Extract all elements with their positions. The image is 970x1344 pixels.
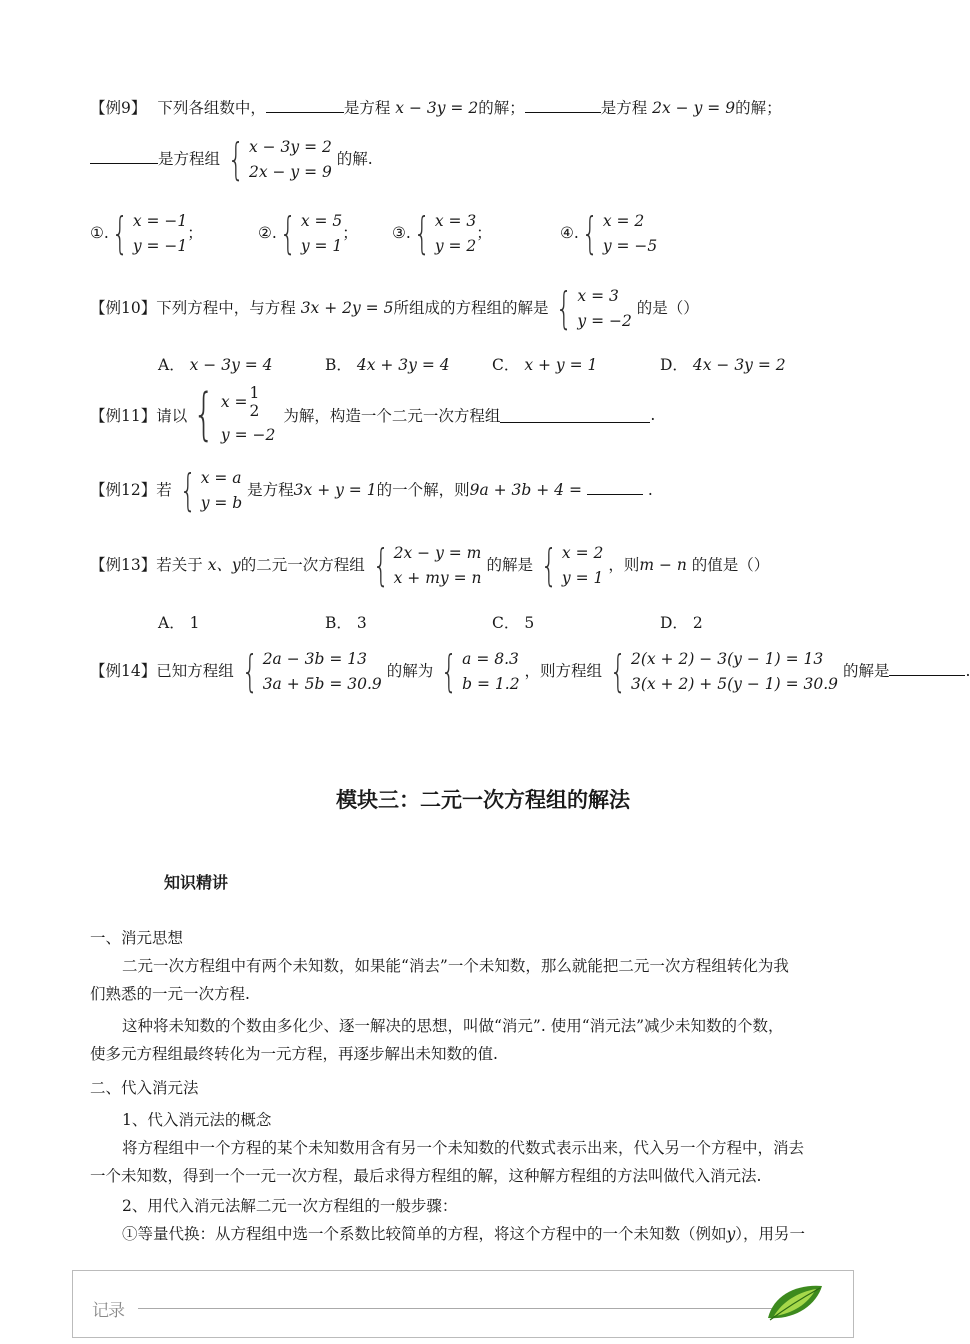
option-4: ④. { x = 2 y = −5 (560, 208, 658, 259)
example-label: 【例12】 (90, 481, 157, 499)
leaf-icon (764, 1280, 826, 1324)
option-2: ②. { x = 5 y = 1 ； (258, 208, 358, 259)
example-label: 【例13】 (90, 556, 157, 574)
choice-d: D． 4x − 3y = 2 (660, 356, 786, 374)
paragraph-2b: 使多元方程组最终转化为一元方程，再逐步解出未知数的值. (90, 1045, 498, 1063)
choice-d: D． 2 (660, 614, 703, 632)
footer-rule (138, 1308, 788, 1309)
example-11: 【例11】 请以 { x = 1 2 y = −2 为解，构造一个二元一次方程组 . (90, 382, 656, 447)
choice-c: C． x + y = 1 (492, 356, 598, 374)
answer-blank (587, 480, 643, 495)
paragraph-4a: ①等量代换：从方程组中选一个系数比较简单的方程，将这个方程中的一个未知数（例如y），用另一 (122, 1225, 806, 1243)
choice-b: B． 3 (325, 614, 367, 632)
choice-a: A． x − 3y = 4 (158, 356, 273, 374)
paragraph-3b: 一个未知数，得到一个一元一次方程，最后求得方程组的解，这种解方程组的方法叫做代入消元法. (90, 1167, 762, 1185)
paragraph-3a: 将方程组中一个方程的某个未知数用含有另一个未知数的代数式表示出来，代入另一个方程中，消去 (122, 1139, 805, 1157)
paragraph-1a: 二元一次方程组中有两个未知数，如果能“消去”一个未知数，那么就能把二元一次方程组转化为我 (122, 957, 789, 975)
section-title: 知识精讲 (164, 873, 229, 892)
footer-logo: 记录 (92, 1301, 124, 1321)
example-9-line2: 是方程组 { x − 3y = 2 2x − y = 9 的解. (90, 135, 373, 185)
example-9-line1: 【例9】 下列各组数中， 是方程 x − 3y = 2的解； 是方程 2x − y = 9的解； (90, 99, 782, 117)
example-label: 【例9】 (90, 99, 147, 117)
choice-a: A． 1 (158, 614, 200, 632)
example-13: 【例13】若关于 x、y的二元一次方程组 { 2x − y = m x + my = n 的解是 { x = 2 y = 1 ，则m − n 的值是（） (90, 540, 770, 591)
example-10: 【例10】下列方程中，与方程 3x + 2y = 5所组成的方程组的解是 { x = 3 y = −2 的是（） (90, 283, 699, 334)
subheading-2: 2、用代入消元法解二元一次方程组的一般步骤： (122, 1197, 458, 1215)
example-label: 【例11】 (90, 407, 157, 425)
option-3: ③. { x = 3 y = 2 ； (392, 208, 492, 259)
paragraph-1b: 们熟悉的一元一次方程. (90, 985, 250, 1003)
example-12: 【例12】若 { x = a y = b 是方程3x + y = 1的一个解，则9a + 3b + 4 = . (90, 465, 653, 516)
example-label: 【例10】 (90, 299, 157, 317)
answer-blank (90, 149, 158, 164)
module-title: 模块三：二元一次方程组的解法 (336, 788, 630, 812)
answer-blank (525, 98, 601, 113)
equation-system: { x − 3y = 2 2x − y = 9 (227, 134, 332, 185)
choice-b: B． 4x + 3y = 4 (325, 356, 450, 374)
example-label: 【例14】 (90, 662, 157, 680)
option-1: ①. { x = −1 y = −1 ； (90, 208, 203, 259)
subheading-1: 1、代入消元法的概念 (122, 1111, 272, 1129)
answer-blank (500, 408, 650, 423)
example-14: 【例14】已知方程组 { 2a − 3b = 13 3a + 5b = 30.9 的解为 { a = 8.3 b = 1.2 ，则方程组 { 2(x + 2) − 3(y − 1) = 13 3(x + 2) + 5(y − 1) = 30.9 的解是 . (90, 646, 970, 697)
heading-2: 二、代入消元法 (90, 1079, 199, 1097)
answer-blank (266, 98, 344, 113)
footer-frame (72, 1270, 854, 1338)
paragraph-2a: 这种将未知数的个数由多化少、逐一解决的思想，叫做“消元”. 使用“消元法”减少未知数的个数， (122, 1017, 784, 1035)
answer-blank (889, 661, 965, 676)
heading-1: 一、消元思想 (90, 929, 184, 947)
choice-c: C． 5 (492, 614, 535, 632)
